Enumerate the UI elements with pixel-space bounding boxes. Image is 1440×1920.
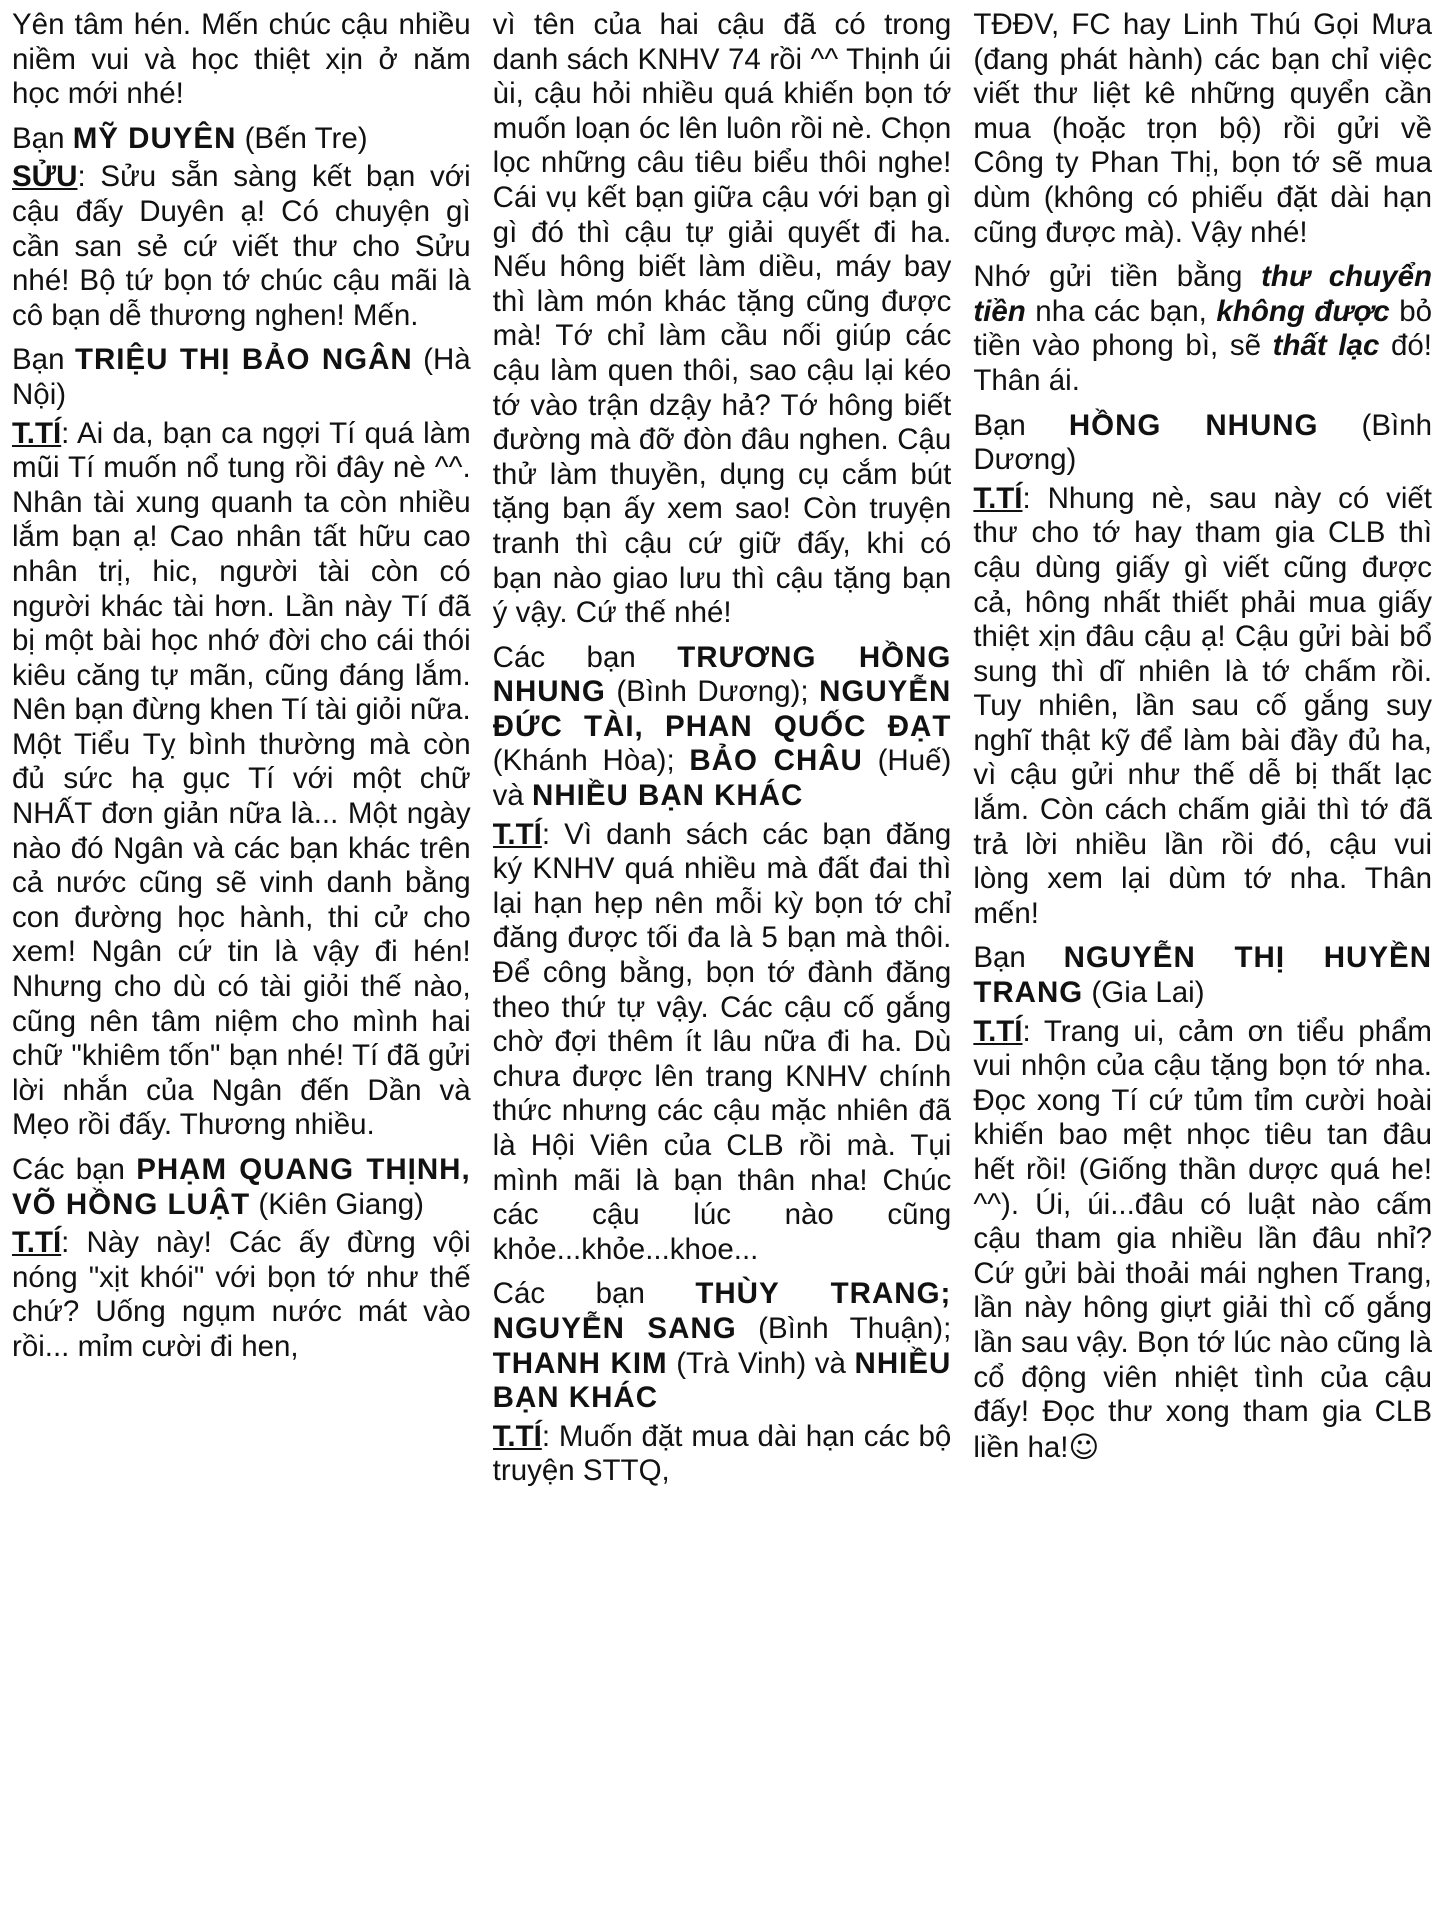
reader-name: BẢO CHÂU — [689, 744, 863, 778]
reader-name: PHẠM QUANG THỊNH, VÕ HỒNG LUẬT — [12, 1153, 471, 1221]
reply-paragraph — [973, 260, 1432, 398]
text-run: nha các bạn, — [1025, 294, 1217, 328]
text-run: (Gia Lai) — [1083, 976, 1205, 1010]
text-run: : Này này! Các ấy đừng vội nóng "xịt khói" với bọn tớ như thế chứ? Uống ngụm nước mát vào rồi... mỉm cười đi hen, — [12, 1226, 471, 1363]
emphasis-text: không được — [1216, 294, 1390, 328]
text-run: (Kiên Giang) — [250, 1187, 424, 1221]
text-run: Bạn — [973, 408, 1069, 442]
emphasis-text: thất lạc — [1272, 329, 1380, 363]
responder-tag: T.TÍ — [973, 481, 1023, 515]
text-run: (Hà Nội) — [12, 343, 471, 411]
reply-paragraph — [493, 8, 952, 631]
reply-paragraph — [973, 482, 1432, 932]
text-run: : Ai da, bạn ca ngợi Tí quá làm mũi Tí muốn nổ tung rồi đây nè ^^. Nhân tài xung quanh ta còn nhiều lắm bạn ạ! Cao nhân tất hữu cao nhân trị, hic, người tài còn có người khác tài hơn. Lần này Tí đã bị một bài học nhớ đời cho cái thói kiêu căng tự mãn, cũng đáng lắm. Nên bạn đừng khen Tí tài giỏi nữa. Một Tiểu Tỵ bình thường mà còn đủ sức hạ gục Tí với một chữ NHẤT đơn giản nữa là... Một ngày nào đó Ngân và các bạn khác trên cả nước cũng sẽ vinh danh bằng con đường học hành, thi cử cho xem! Ngân cứ tin là vậy đi hén! Nhưng cho dù có tài giỏi thế nào, cũng nên tâm niệm cho mình hai chữ "khiêm tốn" bạn nhé! Tí đã gửi lời nhắn của Ngân đến Dần và Mẹo rồi đấy. Thương nhiều. — [12, 416, 471, 1142]
text-column-2 — [493, 8, 952, 1920]
text-run: (Huế) và — [492, 744, 952, 813]
text-column-3 — [973, 8, 1432, 1920]
text-run: Bạn — [973, 941, 1064, 975]
reply-paragraph — [493, 818, 952, 1268]
addressee-heading — [973, 941, 1432, 1010]
responder-tag: T.TÍ — [12, 416, 62, 450]
text-run: Các bạn — [492, 1277, 696, 1311]
responder-tag: T.TÍ — [492, 817, 542, 851]
reader-name: THÙY TRANG; NGUYỄN SANG — [492, 1277, 952, 1345]
text-run: : Sửu sẵn sàng kết bạn với cậu đấy Duyên ạ! Có chuyện gì cần san sẻ cứ viết thư cho Sửu nhé! Bộ tứ bọn tớ chúc cậu mãi là cô bạn dễ thương nghen! Mến. — [12, 160, 471, 332]
text-run: vì tên của hai cậu đã có trong danh sách KNHV 74 rồi ^^ Thịnh úi ùi, cậu hỏi nhiều quá khiến bọn tớ muốn loạn óc lên luôn rồi nè. Chọn lọc những câu tiêu biểu thôi nghe! Cái vụ kết bạn giữa cậu với bạn gì gì đó thì cậu tự giải quyết đi ha. Nếu hông biết làm diều, máy bay thì làm món khác tặng cũng được mà! Tớ chỉ làm cầu nối giúp các cậu làm quen thôi, sao cậu lại kéo tớ vào trận dzậy hả? Tớ hông biết đường mà đỡ đòn đâu nghen. Cậu thử làm thuyền, dụng cụ cắm bút tặng bạn ấy xem sao! Còn truyện tranh thì cậu cứ giữ đấy, khi có bạn nào giao lưu thì cậu tặng bạn ý vậy. Cứ thế nhé! — [492, 8, 952, 630]
text-run: Bạn — [12, 121, 73, 155]
text-run: (Bến Tre) — [236, 121, 368, 155]
reply-paragraph — [12, 417, 471, 1143]
reader-name: TRIỆU THỊ BẢO NGÂN — [74, 343, 413, 377]
smiley-icon: ☺ — [1068, 1429, 1100, 1464]
reader-name: HỒNG NHUNG — [1068, 408, 1319, 442]
reader-name: MỸ DUYÊN — [72, 121, 237, 155]
text-run: (Bình Dương) — [973, 408, 1433, 477]
reader-name: NGUYỄN ĐỨC TÀI, PHAN QUỐC ĐẠT — [492, 675, 952, 743]
reply-paragraph — [12, 160, 471, 333]
emphasis-text: thư chuyển tiền — [973, 260, 1432, 328]
reply-paragraph — [973, 8, 1432, 250]
reader-name: TRƯƠNG HỒNG NHUNG — [492, 640, 952, 709]
reader-name: THANH KIM — [492, 1346, 668, 1380]
text-run: Bạn — [12, 343, 75, 377]
reader-name: NHIỀU BẠN KHÁC — [492, 1346, 952, 1415]
addressee-heading — [493, 1277, 952, 1415]
text-run: TĐĐV, FC hay Linh Thú Gọi Mưa (đang phát hành) các bạn chỉ việc viết thư liệt kê những quyển cần mua (hoặc trọn bộ) rồi gửi về Công ty Phan Thị, bọn tớ sẽ mua dùm (không có phiếu đặt dài hạn cũng được mà). Vậy nhé! — [973, 8, 1433, 249]
text-run: : Nhung nè, sau này có viết thư cho tớ hay tham gia CLB thì cậu dùng giấy gì viết cũng được cả, hông nhất thiết phải mua giấy thiệt xịn đâu cậu ạ! Cậu gửi bài bổ sung thì dĩ nhiên là tớ chấm rồi. Tuy nhiên, lần sau cố gắng suy nghĩ thật kỹ để làm bài đầy đủ ha, vì cậu gửi như thế dễ bị thất lạc lắm. Còn cách chấm giải thì tớ đã trả lời nhiều lần rồi đó, cậu vui lòng xem lại dùm tớ nha. Thân mến! — [973, 481, 1433, 930]
addressee-heading — [973, 409, 1432, 478]
responder-tag: T.TÍ — [12, 1226, 62, 1260]
text-run: bỏ tiền vào phong bì, sẽ — [973, 294, 1433, 363]
reply-paragraph — [12, 1226, 471, 1364]
text-run: (Trà Vinh) và — [667, 1346, 855, 1380]
text-run: Nhớ gửi tiền bằng — [973, 260, 1262, 294]
addressee-heading — [12, 343, 471, 412]
text-run: Yên tâm hén. Mến chúc cậu nhiều niềm vui và học thiệt xịn ở năm học mới nhé! — [12, 8, 471, 111]
addressee-heading — [493, 641, 952, 814]
text-run: : Vì danh sách các bạn đăng ký KNHV quá nhiều mà đất đai thì lại hạn hẹp nên mỗi kỳ bọn tớ chỉ đăng được tối đa là 5 bạn mà thôi. Để công bằng, bọn tớ đành đăng theo thứ tự vậy. Các cậu cố gắng chờ đợi thêm ít lâu nữa đi ha. Dù chưa được lên trang KNHV chính thức nhưng các cậu mặc nhiên đã là Hội Viên của CLB rồi mà. Tụi mình mãi là bạn thân nha! Chúc các cậu lúc nào cũng khỏe...khỏe...khoe... — [492, 817, 952, 1266]
responder-tag: SỬU — [12, 160, 78, 194]
addressee-heading — [12, 122, 471, 157]
addressee-heading — [12, 1153, 471, 1222]
responder-tag: T.TÍ — [492, 1419, 542, 1453]
text-run: (Khánh Hòa); — [492, 744, 690, 778]
text-run: (Bình Dương); — [605, 675, 820, 709]
text-column-1 — [12, 8, 471, 1920]
text-run: Các bạn — [12, 1153, 137, 1186]
reader-name: NGUYỄN THỊ HUYỀN TRANG — [973, 941, 1433, 1010]
reader-name: NHIỀU BẠN KHÁC — [532, 779, 804, 813]
text-run: Các bạn — [492, 640, 678, 674]
text-run: : Trang ui, cảm ơn tiểu phẩm vui nhộn của cậu tặng bọn tớ nha. Đọc xong Tí cứ tủm tỉm cười hoài khiến bao mệt nhọc tiêu tan đâu hết rồi! (Giống thần dược quá he! ^^). Úi, úi...đâu có luật nào cấm cậu tham gia nhiều lần đâu nhỉ? Cứ gửi bài thoải mái nghen Trang, lần này hông giựt giải thì cố gắng lần sau vậy. Bọn tớ lúc nào cũng là cổ động viên nhiệt tình của cậu đấy! Đọc thư xong tham gia CLB liền ha! — [973, 1014, 1433, 1464]
text-run: đó! Thân ái. — [973, 329, 1433, 397]
reply-paragraph — [12, 8, 471, 112]
text-run: : Muốn đặt mua dài hạn các bộ truyện STTQ, — [492, 1419, 952, 1488]
reply-paragraph — [973, 1015, 1432, 1466]
responder-tag: T.TÍ — [973, 1014, 1023, 1048]
reply-paragraph — [493, 1420, 952, 1489]
text-run: (Bình Thuận); — [736, 1311, 952, 1345]
